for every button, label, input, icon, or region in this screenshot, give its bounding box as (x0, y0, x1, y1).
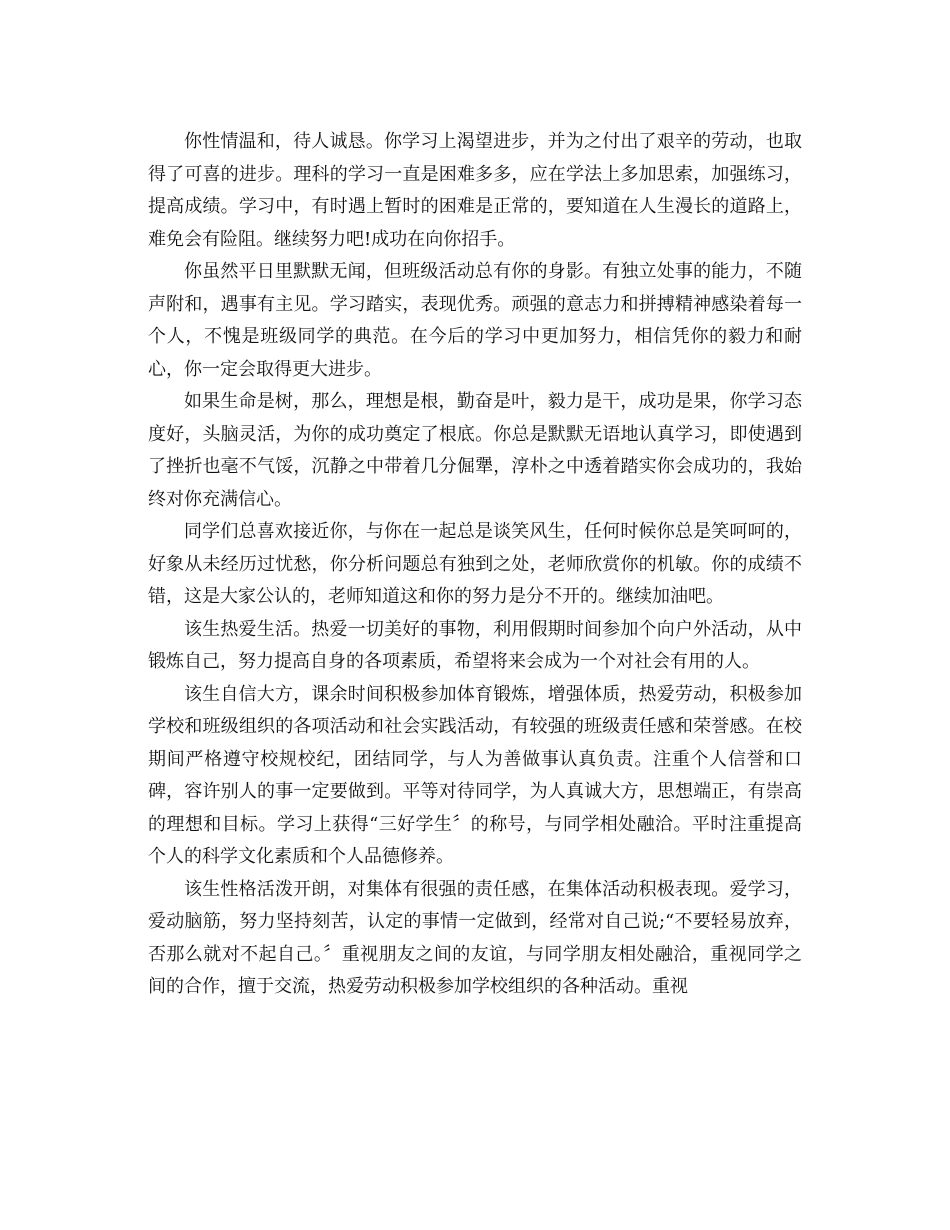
paragraph: 如果生命是树，那么，理想是根，勤奋是叶，毅力是干，成功是果，你学习态度好，头脑灵活，为你的成功奠定了根底。你总是默默无语地认真学习，即使遇到了挫折也毫不气馁，沉静之中带着几分倔犟，淳朴之中透着踏实你会成功的，我始终对你充满信心。 (148, 391, 802, 510)
paragraph: 该生热爱生活。热爱一切美好的事物，利用假期时间参加个向户外活动，从中锻炼自己，努力提高自身的各项素质，希望将来会成为一个对社会有用的人。 (148, 618, 802, 672)
document-body (148, 126, 802, 1004)
paragraph: 该生自信大方，课余时间积极参加体育锻炼，增强体质，热爱劳动，积极参加学校和班级组织的各项活动和社会实践活动，有较强的班级责任感和荣誉感。在校期间严格遵守校规校纪，团结同学，与人为善做事认真负责。注重个人信誉和口碑，容许别人的事一定要做到。平等对待同学，为人真诚大方，思想端正，有崇高的理想和目标。学习上获得“三好学生〞的称号，与同学相处融洽。平时注重提高个人的科学文化素质和个人品德修养。 (148, 683, 802, 867)
paragraph: 该生性格活泼开朗，对集体有很强的责任感，在集体活动积极表现。爱学习，爱动脑筋，努力坚持刻苦，认定的事情一定做到，经常对自己说;“不要轻易放弃，否那么就对不起自己。〞重视朋友之间的友谊，与同学朋友相处融洽，重视同学之间的合作，擅于交流，热爱劳动积极参加学校组织的各种活动。重视 (148, 878, 802, 997)
paragraph: 你性情温和，待人诚恳。你学习上渴望进步，并为之付出了艰辛的劳动，也取得了可喜的进步。理科的学习一直是困难多多，应在学法上多加思索，加强练习，提高成绩。学习中，有时遇上暂时的困难是正常的，要知道在人生漫长的道路上，难免会有险阻。继续努力吧!成功在向你招手。 (148, 131, 802, 250)
paragraph: 同学们总喜欢接近你，与你在一起总是谈笑风生，任何时候你总是笑呵呵的，好象从未经历过忧愁，你分析问题总有独到之处，老师欣赏你的机敏。你的成绩不错，这是大家公认的，老师知道这和你的努力是分不开的。继续加油吧。 (148, 521, 802, 607)
paragraph: 你虽然平日里默默无闻，但班级活动总有你的身影。有独立处事的能力，不随声附和，遇事有主见。学习踏实，表现优秀。顽强的意志力和拼搏精神感染着每一个人，不愧是班级同学的典范。在今后的学习中更加努力，相信凭你的毅力和耐心，你一定会取得更大进步。 (148, 261, 802, 380)
